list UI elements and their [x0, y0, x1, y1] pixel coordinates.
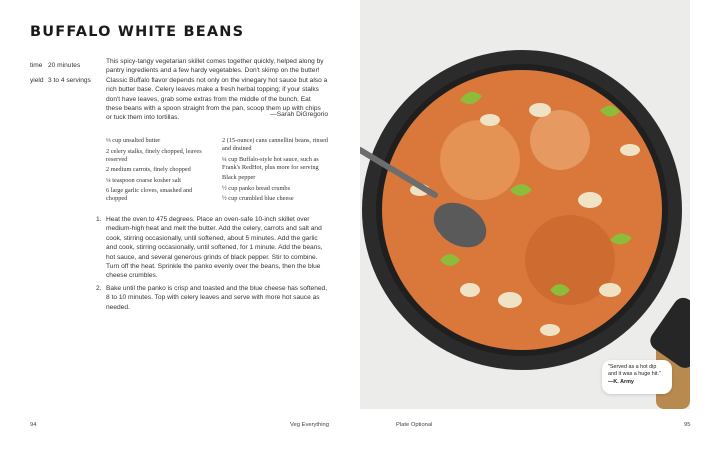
- right-running-head: Plate Optional: [396, 422, 433, 428]
- crumb-patch: [530, 110, 590, 170]
- quote-attribution: —K. Army: [608, 379, 634, 386]
- ingredient-item: 2 (15-ounce) cans cannellini beans, rinsed and drained: [222, 137, 328, 152]
- ingredient-item: Black pepper: [222, 174, 256, 182]
- step-item: [96, 284, 328, 312]
- recipe-steps: [96, 215, 328, 315]
- time-row: [30, 58, 91, 73]
- skillet-illustration: [360, 0, 690, 409]
- recipe-meta: [30, 58, 91, 88]
- bean: [540, 324, 560, 336]
- left-page-number: 94: [30, 422, 37, 428]
- step-text: Heat the oven to 475 degrees. Place an oven-safe 10-inch skillet over medium-high heat and melt the butter. Add the celery, carrots and salt and cook, stirring occasionally, until softened, about 5 minutes. Add the garlic and cook, stirring occasionally, until softened, for 1 minute. Add the beans, hot sauce, and several generous grinds of black pepper. Stir to combine. Turn off the heat. Sprinkle the panko evenly over the beans, then the blue cheese crumbles.: [106, 216, 323, 280]
- bean: [620, 144, 640, 156]
- ingredients-left-column: [106, 137, 206, 206]
- yield-row: [30, 73, 91, 88]
- ingredient-item: ¼ cup Buffalo-style hot sauce, such as Frank's RedHot, plus more for serving: [222, 155, 319, 171]
- yield-label: yield: [30, 77, 44, 84]
- bean: [498, 292, 522, 308]
- yield-value: 3 to 4 servings: [48, 77, 91, 84]
- time-label: time: [30, 62, 43, 69]
- bean: [529, 103, 551, 117]
- ingredient-item: 6 large garlic cloves, smashed and chopped: [106, 187, 193, 203]
- bean: [460, 283, 480, 297]
- recipe-intro: This spicy-tangy vegetarian skillet comes together quickly, helped along by pantry ingredients and a few hardy vegetables. Don't skimp on the butter! Classic Buffalo flavor depends not only on the vinegary hot sauce but also a rich butter base. Celery leaves make a fresh herbal topping; if your stalks don't have leaves, grab some extras from the middle of the bunch. Eat these beans with a spoon straight from the pan, scoop them up with chips or tuck them into tortillas.: [106, 58, 328, 122]
- ingredients-right-column: [222, 137, 332, 206]
- author-byline: —Sarah DiGregorio: [270, 111, 328, 118]
- step-number: 1.: [96, 216, 102, 223]
- step-number: 2.: [96, 284, 102, 292]
- ingredient-item: 2 celery stalks, finely chopped, leaves reserved: [106, 147, 202, 163]
- quote-text: "Served as a hot dip and it was a huge hit.": [608, 364, 661, 378]
- ingredient-item: ½ cup panko bread crumbs: [222, 184, 291, 192]
- recipe-photo: [360, 0, 690, 409]
- ingredient-item: ½ cup crumbled blue cheese: [222, 195, 294, 203]
- bean: [599, 283, 621, 297]
- time-value: 20 minutes: [48, 62, 81, 69]
- ingredient-item: 2 medium carrots, finely chopped: [106, 166, 191, 174]
- ingredient-item: ¼ teaspoon coarse kosher salt: [106, 176, 182, 184]
- bean: [578, 192, 602, 208]
- step-item: [96, 215, 328, 281]
- right-page-number: 95: [684, 422, 691, 428]
- bean: [480, 114, 500, 126]
- left-running-head: Veg Everything: [290, 422, 329, 428]
- recipe-title: BUFFALO WHITE BEANS: [30, 24, 245, 40]
- reader-quote: [602, 360, 672, 394]
- ingredient-item: ⅓ cup unsalted butter: [106, 137, 161, 144]
- step-text: Bake until the panko is crisp and toasted and the blue cheese has softened, 8 to 10 minutes. Top with celery leaves and serve with more hot sauce as needed.: [106, 284, 328, 311]
- crumb-patch: [440, 120, 520, 200]
